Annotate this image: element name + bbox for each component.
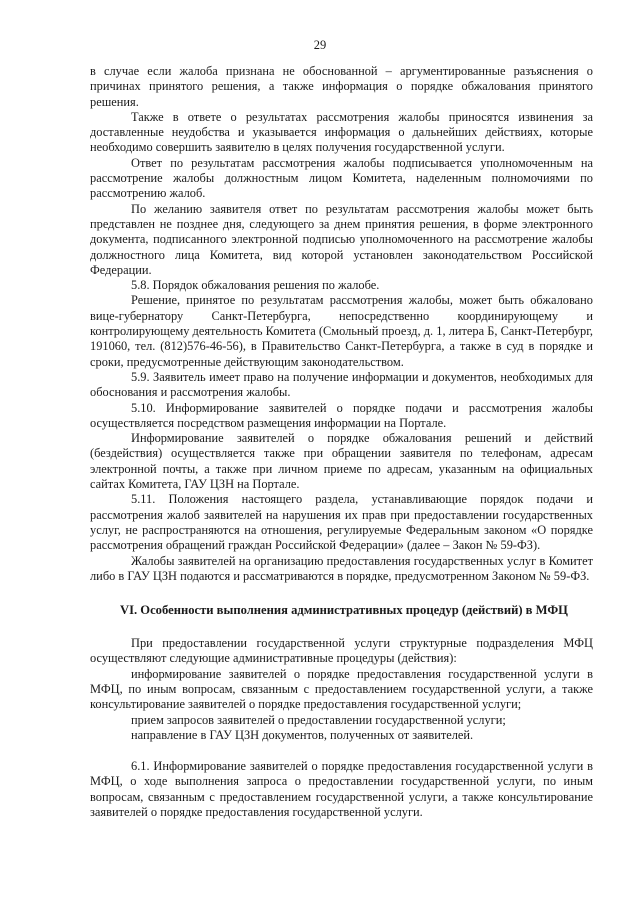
list-item: прием запросов заявителей о предоставлении государственной услуги; — [131, 712, 506, 727]
paragraph: По желанию заявителя ответ по результатам рассмотрения жалобы может быть представлен не позднее дня, следующего за днем принятия решения, в форме электронного документа, подписанного электронной подписью уполномоченного на рассмотрение жалобы должностного лица Комитета, вид которой установлен законодательством Российской Федерации. — [90, 201, 593, 277]
paragraph: 5.9. Заявитель имеет право на получение информации и документов, необходимых для обоснования и рассмотрения жалобы. — [90, 369, 593, 400]
paragraph: Информирование заявителей о порядке обжалования решений и действий (бездействия) осуществляется также при обращении заявителя по телефонам, адресам электронной почты, а также при личном приеме по адресам, указанным на официальных сайтах Комитета, ГАУ ЦЗН на Портале. — [90, 431, 593, 492]
paragraph: Также в ответе о результатах рассмотрения жалобы приносятся извинения за доставленные неудобства и указывается информация о дальнейших действиях, которые необходимо совершить заявителю в целях получения государственной услуги. — [90, 109, 593, 155]
paragraph: При предоставлении государственной услуги структурные подразделения МФЦ осуществляют следующие административные процедуры (действия): — [90, 636, 593, 666]
section-heading: VI. Особенности выполнения административных процедур (действий) в МФЦ — [120, 603, 568, 618]
list-item: направление в ГАУ ЦЗН документов, полученных от заявителей. — [131, 727, 474, 742]
paragraph: 5.8. Порядок обжалования решения по жалобе. — [131, 278, 380, 293]
page-number: 29 — [313, 38, 327, 52]
paragraph: 5.11. Положения настоящего раздела, устанавливающие порядок подачи и рассмотрения жалоб заявителей на нарушения их прав при предоставлении государственных услуг, не распространяются на отношения, регулируемые Федеральным законом «О порядке рассмотрения обращений граждан Российской Федерации» (далее – Закон № 59-ФЗ). — [90, 492, 593, 553]
paragraph: Ответ по результатам рассмотрения жалобы подписывается уполномоченным на рассмотрение жалобы должностным лицом Комитета, наделенным полномочиями по рассмотрению жалоб. — [90, 155, 593, 201]
paragraph: в случае если жалоба признана не обоснованной – аргументированные разъяснения о причинах принятого решения, а также информация о порядке обжалования принятого решения. — [90, 64, 593, 109]
paragraph: Жалобы заявителей на организацию предоставления государственных услуг в Комитет либо в ГАУ ЦЗН подаются и рассматриваются в порядке, предусмотренном Законом № 59-ФЗ. — [90, 553, 593, 583]
document-body — [90, 64, 593, 820]
paragraph: Решение, принятое по результатам рассмотрения жалобы, может быть обжаловано вице-губернатору Санкт-Петербурга, непосредственно координирующему и контролирующему деятельность Комитета (Смольный проезд, д. 1, литера Б, Санкт-Петербург, 191060, тел. (812)576-46-56), в Правительство Санкт-Петербурга, а также в суд в порядке и сроки, предусмотренные действующим законодательством. — [90, 293, 593, 369]
paragraph: 6.1. Информирование заявителей о порядке предоставления государственной услуги в МФЦ, о ходе выполнения запроса о предоставлении государственной услуги, по иным вопросам, связанным с предоставлением государственной услуги, а также консультирование заявителей о порядке предоставления государственной услуги. — [90, 759, 593, 820]
list-item: информирование заявителей о порядке предоставления государственной услуги в МФЦ, по иным вопросам, связанным с предоставлением государственной услуги, а также консультирование заявителей о порядке предоставления государственной услуги; — [90, 666, 593, 712]
paragraph: 5.10. Информирование заявителей о порядке подачи и рассмотрения жалобы осуществляется посредством размещения информации на Портале. — [90, 400, 593, 430]
